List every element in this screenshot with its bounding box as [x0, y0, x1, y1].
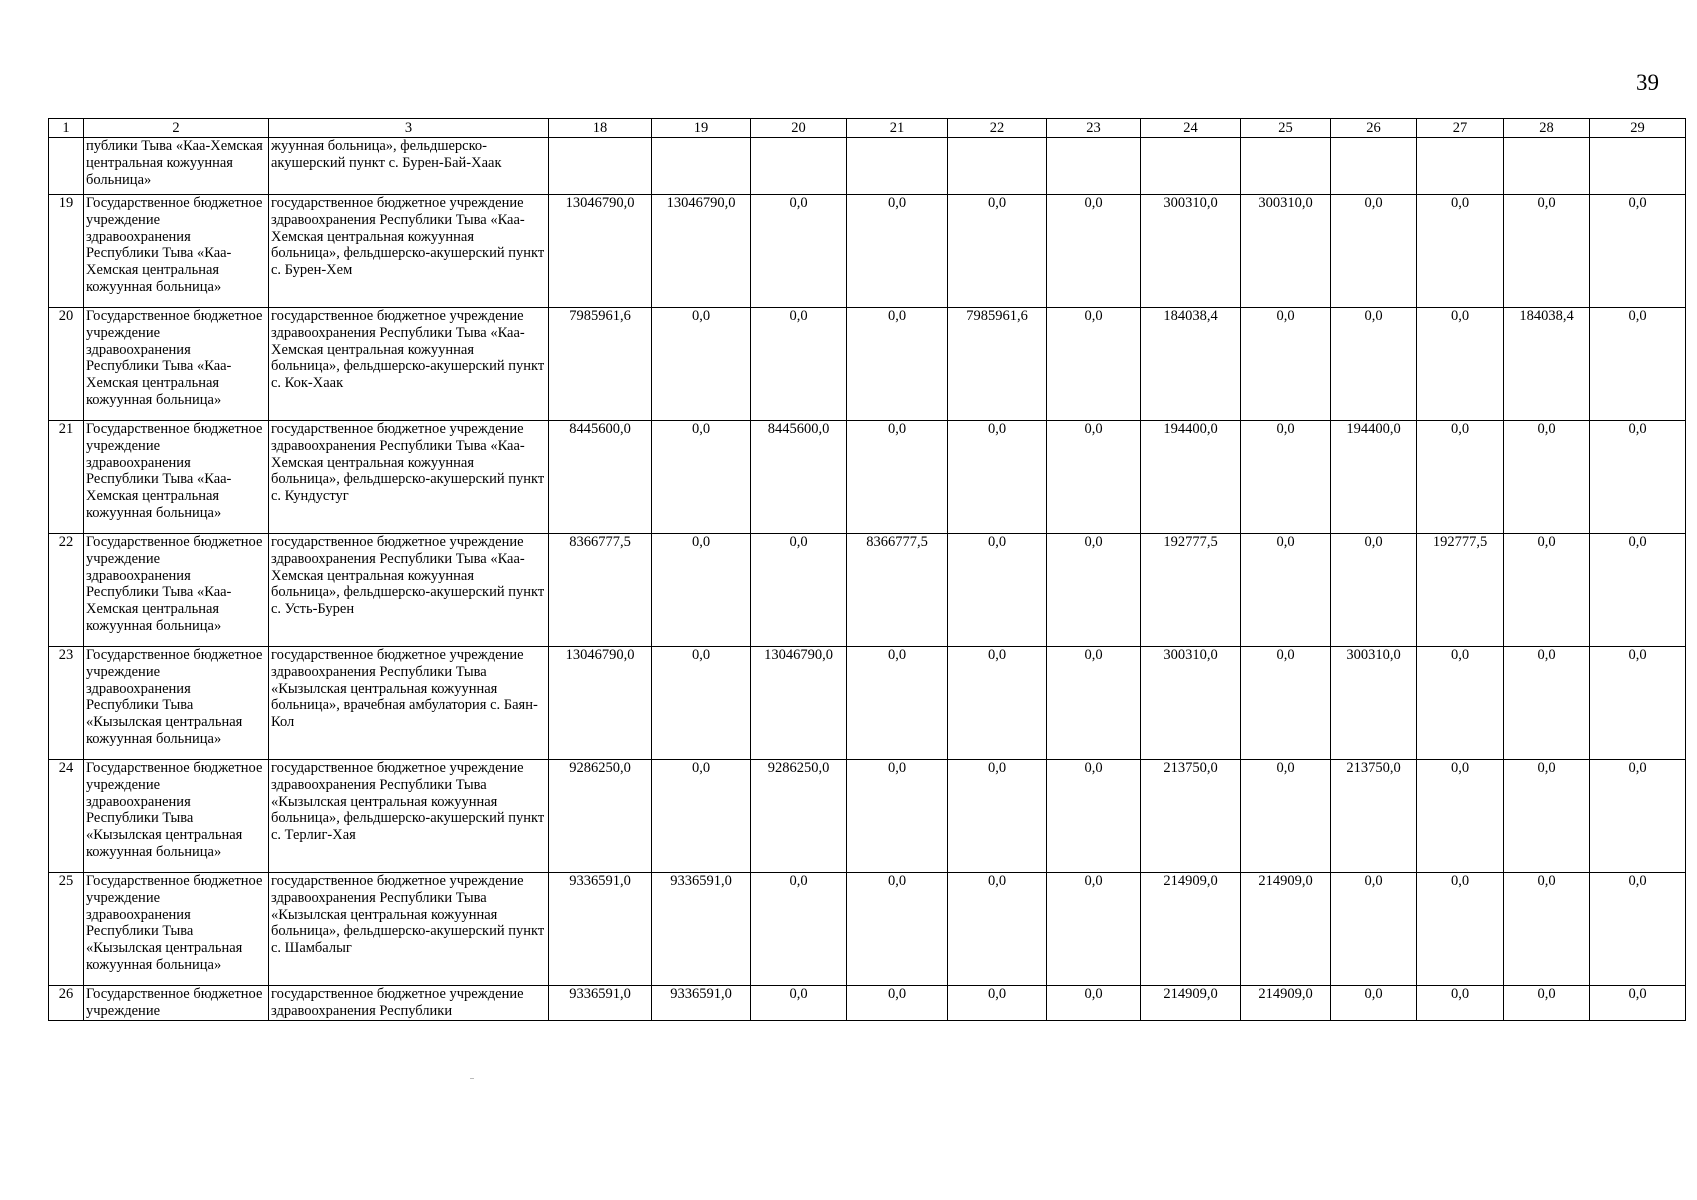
amount-cell: 192777,5	[1141, 534, 1241, 647]
row-number: 23	[49, 647, 84, 760]
amount-cell: 0,0	[1241, 760, 1331, 873]
header-cell: 27	[1417, 119, 1504, 138]
amount-cell: 0,0	[751, 873, 847, 986]
amount-cell: 8445600,0	[549, 421, 652, 534]
amount-cell: 0,0	[652, 421, 751, 534]
amount-cell	[652, 138, 751, 195]
amount-cell: 300310,0	[1141, 647, 1241, 760]
header-cell: 19	[652, 119, 751, 138]
facility-description: государственное бюджетное учреждение здравоохранения Республики Тыва «Каа-Хемская центральная кожуунная больница», фельдшерско-акушерский пункт с. Кок-Хаак	[269, 308, 549, 421]
header-cell: 26	[1331, 119, 1417, 138]
amount-cell: 184038,4	[1504, 308, 1590, 421]
amount-cell: 0,0	[1590, 873, 1686, 986]
row-number: 24	[49, 760, 84, 873]
facility-description: государственное бюджетное учреждение здравоохранения Республики Тыва «Каа-Хемская центральная кожуунная больница», фельдшерско-акушерский пункт с. Усть-Бурен	[269, 534, 549, 647]
amount-cell	[1504, 138, 1590, 195]
amount-cell: 0,0	[1590, 986, 1686, 1021]
table-body	[49, 119, 1686, 1021]
scan-mark	[470, 1078, 474, 1079]
amount-cell: 0,0	[1590, 308, 1686, 421]
header-cell: 29	[1590, 119, 1686, 138]
institution-name: Государственное бюджетное учреждение здравоохранения Республики Тыва «Кызылская центральная кожуунная больница»	[84, 873, 269, 986]
amount-cell: 0,0	[847, 308, 948, 421]
table-row	[49, 195, 1686, 308]
amount-cell: 0,0	[1504, 760, 1590, 873]
amount-cell: 0,0	[1504, 534, 1590, 647]
institution-name: Государственное бюджетное учреждение здравоохранения Республики Тыва «Каа-Хемская центральная кожуунная больница»	[84, 421, 269, 534]
amount-cell: 0,0	[1241, 308, 1331, 421]
amount-cell: 0,0	[948, 647, 1047, 760]
budget-table	[48, 118, 1686, 1021]
table-row	[49, 421, 1686, 534]
amount-cell: 0,0	[1417, 647, 1504, 760]
amount-cell: 0,0	[1047, 534, 1141, 647]
table-row	[49, 138, 1686, 195]
facility-description: государственное бюджетное учреждение здравоохранения Республики Тыва «Кызылская центральная кожуунная больница», фельдшерско-акушерский пункт с. Шамбалыг	[269, 873, 549, 986]
amount-cell: 0,0	[1504, 195, 1590, 308]
amount-cell: 0,0	[751, 308, 847, 421]
amount-cell: 194400,0	[1331, 421, 1417, 534]
amount-cell	[1141, 138, 1241, 195]
header-cell: 28	[1504, 119, 1590, 138]
amount-cell: 0,0	[1417, 421, 1504, 534]
amount-cell: 214909,0	[1241, 986, 1331, 1021]
amount-cell: 8366777,5	[847, 534, 948, 647]
amount-cell: 0,0	[652, 760, 751, 873]
table-row	[49, 308, 1686, 421]
amount-cell: 13046790,0	[652, 195, 751, 308]
amount-cell: 0,0	[751, 534, 847, 647]
facility-description: жуунная больница», фельдшерско-акушерский пункт с. Бурен-Бай-Хаак	[269, 138, 549, 195]
amount-cell: 0,0	[652, 647, 751, 760]
facility-description: государственное бюджетное учреждение здравоохранения Республики	[269, 986, 549, 1021]
amount-cell	[549, 138, 652, 195]
amount-cell: 0,0	[1417, 986, 1504, 1021]
amount-cell: 0,0	[1047, 760, 1141, 873]
amount-cell: 0,0	[1504, 421, 1590, 534]
amount-cell: 8366777,5	[549, 534, 652, 647]
amount-cell: 13046790,0	[549, 195, 652, 308]
amount-cell	[948, 138, 1047, 195]
amount-cell: 7985961,6	[948, 308, 1047, 421]
institution-name: Государственное бюджетное учреждение здравоохранения Республики Тыва «Каа-Хемская центральная кожуунная больница»	[84, 308, 269, 421]
amount-cell: 0,0	[948, 873, 1047, 986]
amount-cell: 0,0	[751, 986, 847, 1021]
amount-cell: 214909,0	[1141, 873, 1241, 986]
table-row	[49, 647, 1686, 760]
amount-cell: 0,0	[1417, 873, 1504, 986]
header-cell: 3	[269, 119, 549, 138]
amount-cell: 0,0	[1504, 647, 1590, 760]
page-number: 39	[1636, 70, 1659, 95]
amount-cell: 0,0	[1590, 195, 1686, 308]
amount-cell: 0,0	[847, 421, 948, 534]
header-cell: 25	[1241, 119, 1331, 138]
amount-cell: 0,0	[847, 195, 948, 308]
amount-cell: 214909,0	[1141, 986, 1241, 1021]
amount-cell: 0,0	[847, 760, 948, 873]
header-row	[49, 119, 1686, 138]
amount-cell: 0,0	[1047, 986, 1141, 1021]
amount-cell: 0,0	[1417, 308, 1504, 421]
amount-cell: 0,0	[1241, 534, 1331, 647]
amount-cell: 0,0	[847, 647, 948, 760]
amount-cell: 213750,0	[1331, 760, 1417, 873]
amount-cell: 0,0	[948, 534, 1047, 647]
amount-cell: 9336591,0	[652, 986, 751, 1021]
amount-cell: 0,0	[948, 421, 1047, 534]
amount-cell: 300310,0	[1331, 647, 1417, 760]
amount-cell: 0,0	[1417, 195, 1504, 308]
table-row	[49, 873, 1686, 986]
header-cell: 22	[948, 119, 1047, 138]
amount-cell: 0,0	[1241, 421, 1331, 534]
row-number	[49, 138, 84, 195]
amount-cell: 0,0	[1504, 986, 1590, 1021]
institution-name: Государственное бюджетное учреждение	[84, 986, 269, 1021]
facility-description: государственное бюджетное учреждение здравоохранения Республики Тыва «Кызылская центральная кожуунная больница», фельдшерско-акушерский пункт с. Терлиг-Хая	[269, 760, 549, 873]
institution-name: Государственное бюджетное учреждение здравоохранения Республики Тыва «Каа-Хемская центральная кожуунная больница»	[84, 195, 269, 308]
amount-cell	[751, 138, 847, 195]
facility-description: государственное бюджетное учреждение здравоохранения Республики Тыва «Каа-Хемская центральная кожуунная больница», фельдшерско-акушерский пункт с. Кундустуг	[269, 421, 549, 534]
amount-cell: 0,0	[1331, 195, 1417, 308]
amount-cell: 0,0	[652, 534, 751, 647]
amount-cell: 0,0	[948, 986, 1047, 1021]
amount-cell: 0,0	[751, 195, 847, 308]
amount-cell: 0,0	[1047, 873, 1141, 986]
header-cell: 2	[84, 119, 269, 138]
amount-cell: 0,0	[1047, 308, 1141, 421]
amount-cell: 9286250,0	[751, 760, 847, 873]
header-cell: 24	[1141, 119, 1241, 138]
amount-cell: 0,0	[1331, 308, 1417, 421]
amount-cell: 0,0	[1047, 195, 1141, 308]
header-cell: 18	[549, 119, 652, 138]
row-number: 26	[49, 986, 84, 1021]
amount-cell: 13046790,0	[751, 647, 847, 760]
amount-cell	[1047, 138, 1141, 195]
amount-cell: 213750,0	[1141, 760, 1241, 873]
amount-cell: 0,0	[847, 986, 948, 1021]
header-cell: 21	[847, 119, 948, 138]
amount-cell: 0,0	[1047, 647, 1141, 760]
amount-cell: 0,0	[1417, 760, 1504, 873]
amount-cell: 9336591,0	[652, 873, 751, 986]
row-number: 25	[49, 873, 84, 986]
amount-cell: 0,0	[652, 308, 751, 421]
amount-cell: 0,0	[948, 760, 1047, 873]
amount-cell: 0,0	[1331, 873, 1417, 986]
amount-cell: 0,0	[1590, 534, 1686, 647]
facility-description: государственное бюджетное учреждение здравоохранения Республики Тыва «Кызылская центральная кожуунная больница», врачебная амбулатория с. Баян-Кол	[269, 647, 549, 760]
amount-cell: 9286250,0	[549, 760, 652, 873]
header-cell: 1	[49, 119, 84, 138]
amount-cell: 8445600,0	[751, 421, 847, 534]
table-row	[49, 760, 1686, 873]
row-number: 20	[49, 308, 84, 421]
amount-cell	[1331, 138, 1417, 195]
row-number: 19	[49, 195, 84, 308]
amount-cell: 0,0	[1241, 647, 1331, 760]
amount-cell: 300310,0	[1141, 195, 1241, 308]
amount-cell: 13046790,0	[549, 647, 652, 760]
amount-cell: 7985961,6	[549, 308, 652, 421]
amount-cell: 0,0	[1590, 421, 1686, 534]
amount-cell	[1417, 138, 1504, 195]
amount-cell: 0,0	[1331, 534, 1417, 647]
row-number: 21	[49, 421, 84, 534]
table-row	[49, 534, 1686, 647]
header-cell: 23	[1047, 119, 1141, 138]
amount-cell: 0,0	[1331, 986, 1417, 1021]
amount-cell: 0,0	[1504, 873, 1590, 986]
amount-cell: 9336591,0	[549, 873, 652, 986]
institution-name: Государственное бюджетное учреждение здравоохранения Республики Тыва «Кызылская центральная кожуунная больница»	[84, 647, 269, 760]
institution-name: Государственное бюджетное учреждение здравоохранения Республики Тыва «Каа-Хемская центральная кожуунная больница»	[84, 534, 269, 647]
institution-name: публики Тыва «Каа-Хемская центральная кожуунная больница»	[84, 138, 269, 195]
amount-cell: 192777,5	[1417, 534, 1504, 647]
amount-cell: 0,0	[847, 873, 948, 986]
amount-cell: 0,0	[1590, 647, 1686, 760]
facility-description: государственное бюджетное учреждение здравоохранения Республики Тыва «Каа-Хемская центральная кожуунная больница», фельдшерско-акушерский пункт с. Бурен-Хем	[269, 195, 549, 308]
amount-cell	[1590, 138, 1686, 195]
table-row	[49, 986, 1686, 1021]
header-cell: 20	[751, 119, 847, 138]
amount-cell: 0,0	[1047, 421, 1141, 534]
amount-cell: 0,0	[948, 195, 1047, 308]
institution-name: Государственное бюджетное учреждение здравоохранения Республики Тыва «Кызылская центральная кожуунная больница»	[84, 760, 269, 873]
amount-cell: 184038,4	[1141, 308, 1241, 421]
amount-cell	[847, 138, 948, 195]
amount-cell: 300310,0	[1241, 195, 1331, 308]
amount-cell: 9336591,0	[549, 986, 652, 1021]
amount-cell: 214909,0	[1241, 873, 1331, 986]
amount-cell	[1241, 138, 1331, 195]
row-number: 22	[49, 534, 84, 647]
amount-cell: 0,0	[1590, 760, 1686, 873]
amount-cell: 194400,0	[1141, 421, 1241, 534]
